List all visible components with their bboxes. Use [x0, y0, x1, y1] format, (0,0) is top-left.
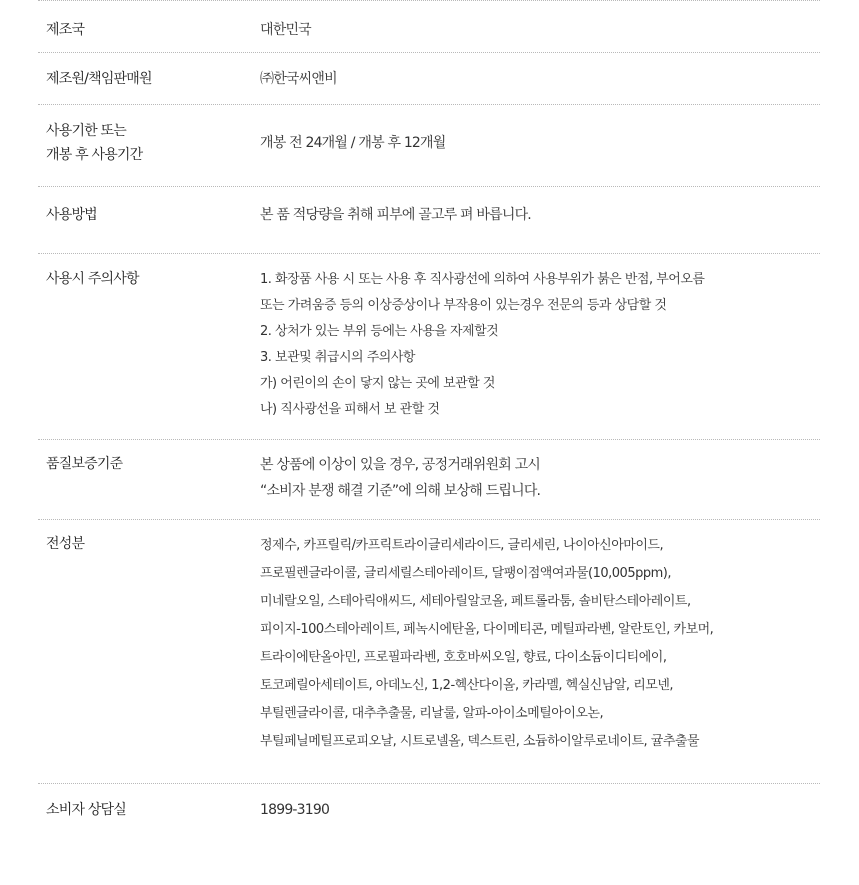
table-row	[38, 439, 820, 519]
table-row	[38, 253, 820, 439]
row-label: 사용기한 또는 개봉 후 사용기간	[46, 123, 143, 163]
row-label: 전성분	[46, 536, 85, 552]
row-label: 소비자 상담실	[46, 802, 126, 818]
row-value: 대한민국	[260, 22, 311, 38]
row-value: 본 품 적당량을 취해 피부에 골고루 펴 바릅니다.	[260, 207, 531, 223]
row-label: 제조국	[46, 22, 85, 38]
row-label: 품질보증기준	[46, 456, 123, 472]
product-info-table	[38, 0, 820, 843]
table-row	[38, 783, 820, 843]
row-value: 개봉 전 24개월 / 개봉 후 12개월	[260, 135, 446, 151]
table-row	[38, 519, 820, 783]
row-label: 사용방법	[46, 207, 97, 223]
table-row	[38, 186, 820, 253]
table-row	[38, 52, 820, 104]
table-row	[38, 0, 820, 52]
table-row	[38, 104, 820, 186]
row-value: 본 상품에 이상이 있을 경우, 공정거래위원회 고시 “소비자 분쟁 해결 기준”에 의해 보상해 드립니다.	[260, 457, 541, 499]
row-value: 1899-3190	[260, 802, 330, 818]
row-label: 제조원/책임판매원	[46, 71, 152, 87]
row-value: ㈜한국씨앤비	[260, 71, 337, 87]
row-label: 사용시 주의사항	[46, 271, 139, 287]
row-value: 1. 화장품 사용 시 또는 사용 후 직사광선에 의하여 사용부위가 붉은 반점, 부어오름 또는 가려움증 등의 이상증상이나 부작용이 있는경우 전문의 등과 상담할 것 2. 상처가 있는 부위 등에는 사용을 자제할것 3. 보관및 취급시의 주의사항 가) 어린이의 손이 닿지 않는 곳에 보관할 것 나) 직사광선을 피해서 보 관할 것	[260, 272, 705, 417]
row-value: 정제수, 카프릴릭/카프릭트라이글리세라이드, 글리세린, 나이아신아마이드, 프로필렌글라이콜, 글리세릴스테아레이트, 달팽이점액여과물(10,005ppm), 미네랄오일, 스테아릭애씨드, 세테아릴알코올, 페트롤라툼, 솔비탄스테아레이트, 피이지-100스테아레이트, 페녹시에탄올, 다이메티콘, 메틸파라벤, 알란토인, 카보머, 트라이에탄올아민, 프로필파라벤, 호호바씨오일, 향료, 다이소듐이디티에이, 토코페릴아세테이트, 아데노신, 1,2-헥산다이올, 카라멜, 헥실신남알, 리모넨, 부틸렌글라이콜, 대추추출물, 리날룰, 알파-아이소메틸아이오논, 부틸페닐메틸프로피오날, 시트로넬올, 덱스트린, 소듐하이알루로네이트, 귤추출물	[260, 538, 714, 749]
